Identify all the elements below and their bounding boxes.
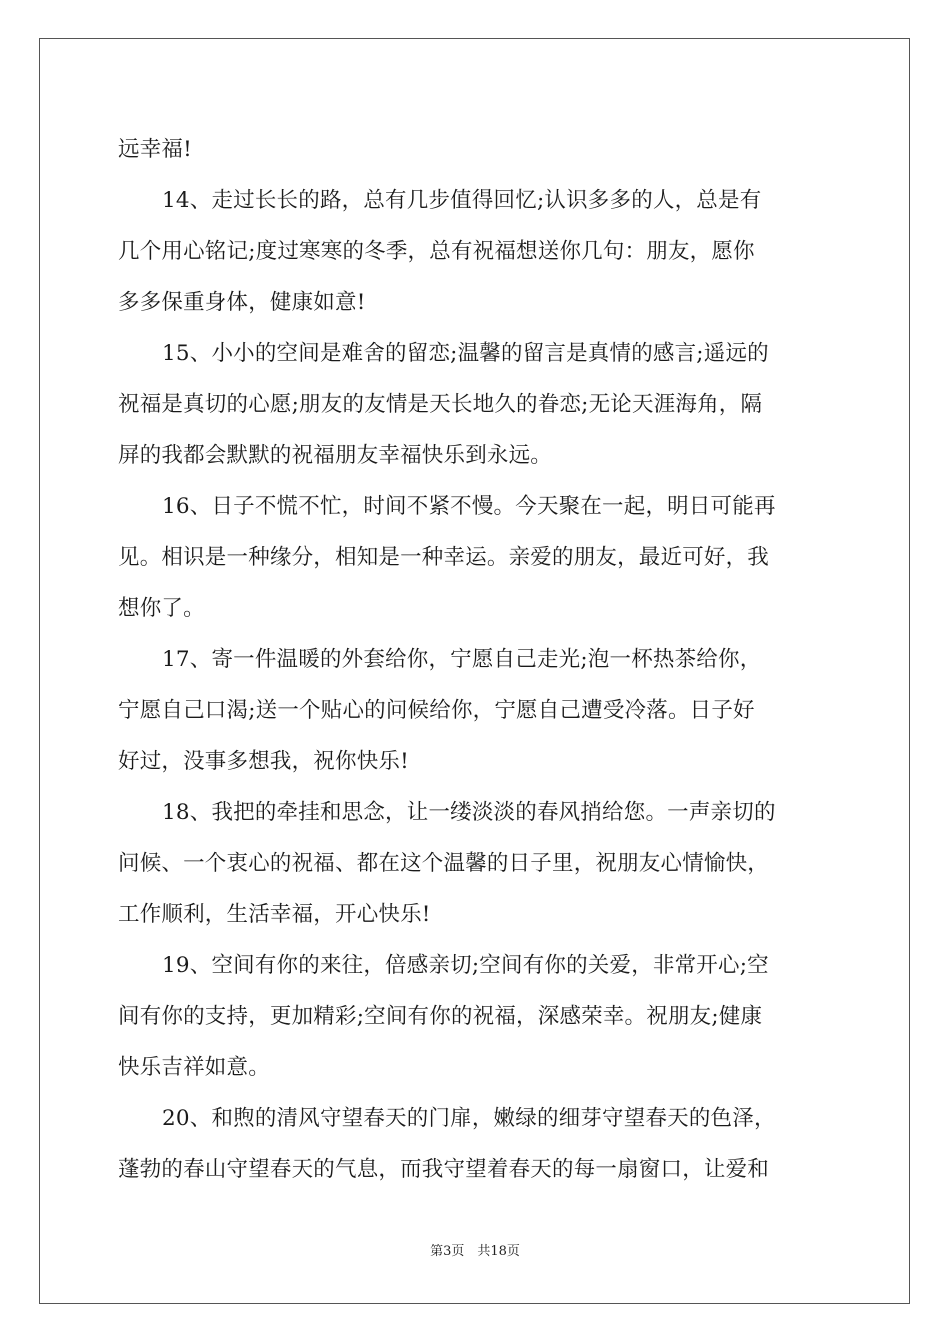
text-line: 问候、一个衷心的祝福、都在这个温馨的日子里，祝朋友心情愉快， <box>118 851 770 876</box>
text-line: 20、和煦的清风守望春天的门扉，嫩绿的细芽守望春天的色泽， <box>162 1106 776 1131</box>
text-line: 18、我把的牵挂和思念，让一缕淡淡的春风捎给您。一声亲切的 <box>162 800 776 825</box>
text-line: 祝福是真切的心愿;朋友的友情是天长地久的眷恋;无论天涯海角，隔 <box>118 392 763 417</box>
text-line: 蓬勃的春山守望春天的气息，而我守望着春天的每一扇窗口，让爱和 <box>118 1157 770 1182</box>
text-line: 好过，没事多想我，祝你快乐! <box>118 749 409 774</box>
text-line: 15、小小的空间是难舍的留恋;温馨的留言是真情的感言;遥远的 <box>162 341 769 366</box>
text-line: 间有你的支持，更加精彩;空间有你的祝福，深感荣幸。祝朋友;健康 <box>118 1004 763 1029</box>
text-line: 远幸福! <box>118 137 192 162</box>
text-line: 快乐吉祥如意。 <box>118 1055 270 1080</box>
text-line: 宁愿自己口渴;送一个贴心的问候给你，宁愿自己遭受冷落。日子好 <box>118 698 755 723</box>
page-footer: 第3页 共18页 <box>430 1244 520 1259</box>
text-line: 工作顺利，生活幸福，开心快乐! <box>118 902 431 927</box>
text-line: 想你了。 <box>118 596 205 621</box>
text-line: 17、寄一件温暖的外套给你，宁愿自己走光;泡一杯热茶给你， <box>162 647 762 672</box>
text-line: 19、空间有你的来往，倍感亲切;空间有你的关爱，非常开心;空 <box>162 953 769 978</box>
text-line: 见。相识是一种缘分，相知是一种幸运。亲爱的朋友，最近可好，我 <box>118 545 770 570</box>
text-line: 14、走过长长的路，总有几步值得回忆;认识多多的人，总是有 <box>162 188 762 213</box>
text-line: 16、日子不慌不忙，时间不紧不慢。今天聚在一起，明日可能再 <box>162 494 776 519</box>
text-line: 几个用心铭记;度过寒寒的冬季，总有祝福想送你几句：朋友，愿你 <box>118 239 755 264</box>
text-line: 多多保重身体，健康如意! <box>118 290 366 315</box>
document-body <box>118 124 834 1195</box>
text-line: 屏的我都会默默的祝福朋友幸福快乐到永远。 <box>118 443 553 468</box>
